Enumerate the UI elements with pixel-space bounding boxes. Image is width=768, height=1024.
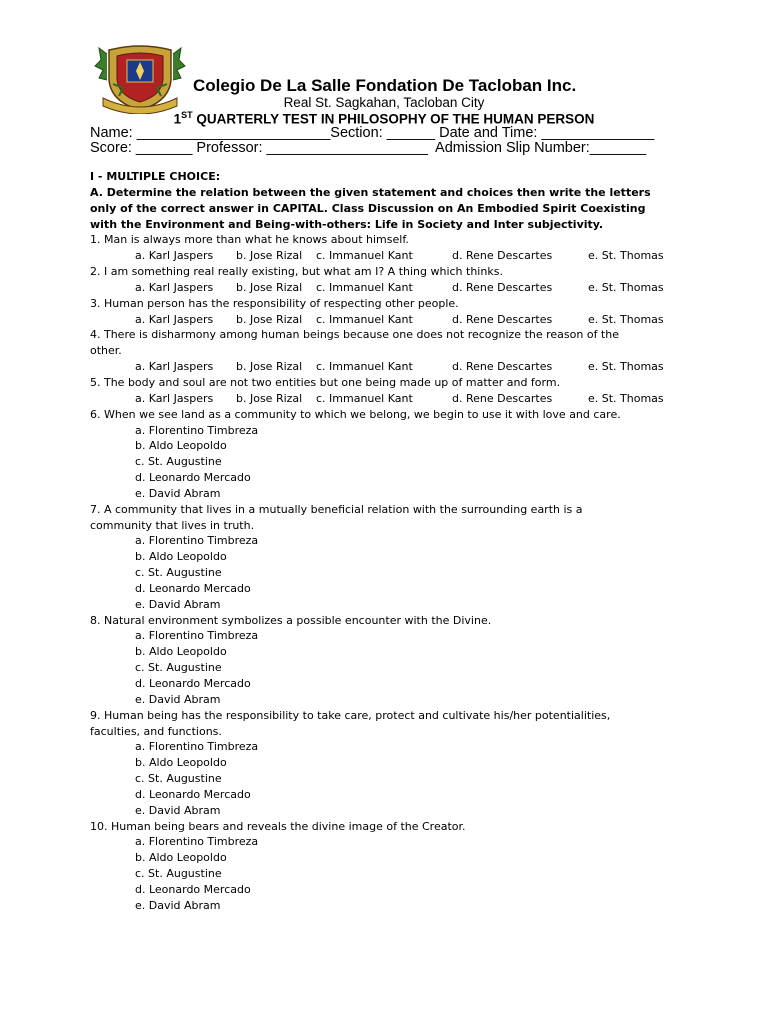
choice: d. Rene Descartes xyxy=(452,312,553,326)
choice-row xyxy=(90,312,690,328)
question-10: 10. Human being bears and reveals the divine image of the Creator. xyxy=(90,819,466,833)
choice: b. Aldo Leopoldo xyxy=(135,439,227,453)
choice: e. David Abram xyxy=(135,692,221,706)
choice: c. St. Augustine xyxy=(135,772,222,786)
choice: d. Leonardo Mercado xyxy=(135,471,251,485)
question-7-cont: community that lives in truth. xyxy=(90,518,255,532)
choice: e. David Abram xyxy=(135,597,221,611)
instruction-line: A. Determine the relation between the given statement and choices then write the letters xyxy=(90,185,651,199)
choice: c. Immanuel Kant xyxy=(316,312,413,326)
choice: e. David Abram xyxy=(135,486,221,500)
choice: d. Leonardo Mercado xyxy=(135,787,251,801)
choice-row xyxy=(90,391,690,407)
choice: a. Florentino Timbreza xyxy=(135,629,259,643)
choice: e. David Abram xyxy=(135,803,221,817)
school-name: Colegio De La Salle Fondation De Tacloban Inc. xyxy=(193,76,577,95)
choice: a. Karl Jaspers xyxy=(135,360,214,374)
choice: b. Jose Rizal xyxy=(236,249,303,263)
choice: e. St. Thomas xyxy=(588,360,664,374)
choice: d. Rene Descartes xyxy=(452,391,553,405)
test-title: 1ST QUARTERLY TEST IN PHILOSOPHY OF THE HUMAN PERSON xyxy=(173,110,595,127)
choice: a. Florentino Timbreza xyxy=(135,740,259,754)
choice: c. St. Augustine xyxy=(135,455,222,469)
choice: a. Florentino Timbreza xyxy=(135,835,259,849)
choice: d. Rene Descartes xyxy=(452,280,553,294)
choice: b. Jose Rizal xyxy=(236,360,303,374)
choice: c. St. Augustine xyxy=(135,661,222,675)
choice: e. St. Thomas xyxy=(588,280,664,294)
question-6: 6. When we see land as a community to which we belong, we begin to use it with love and care. xyxy=(90,407,621,421)
choice: b. Jose Rizal xyxy=(236,312,303,326)
instruction-line: with the Environment and Being-with-others: Life in Society and Inter subjectivity. xyxy=(90,217,604,231)
choice: a. Florentino Timbreza xyxy=(135,423,259,437)
choice: b. Aldo Leopoldo xyxy=(135,550,227,564)
choice: c. Immanuel Kant xyxy=(316,280,413,294)
choice: d. Rene Descartes xyxy=(452,249,553,263)
question-4: 4. There is disharmony among human beings because one does not recognize the reason of the xyxy=(90,328,619,342)
choice: b. Jose Rizal xyxy=(236,391,303,405)
question-7: 7. A community that lives in a mutually beneficial relation with the surrounding earth is a xyxy=(90,502,583,516)
choice-row xyxy=(90,280,690,296)
question-5: 5. The body and soul are not two entities but one being made up of matter and form. xyxy=(90,375,561,389)
choice-row xyxy=(90,359,690,375)
choice: d. Leonardo Mercado xyxy=(135,882,251,896)
choice: b. Jose Rizal xyxy=(236,280,303,294)
question-8: 8. Natural environment symbolizes a possible encounter with the Divine. xyxy=(90,613,492,627)
school-address: Real St. Sagkahan, Tacloban City xyxy=(283,95,485,110)
test-body xyxy=(90,169,690,914)
choice: d. Rene Descartes xyxy=(452,360,553,374)
choice: b. Aldo Leopoldo xyxy=(135,851,227,865)
choice: e. St. Thomas xyxy=(588,391,664,405)
question-3: 3. Human person has the responsibility of respecting other people. xyxy=(90,296,459,310)
section-heading: I - MULTIPLE CHOICE: xyxy=(90,170,221,183)
name-section-date-line: Name: ________________________Section: ______ Date and Time: ______________ xyxy=(90,125,655,141)
score-professor-slip-line: Score: _______ Professor: ____________________ Admission Slip Number:_______ xyxy=(90,140,647,156)
instruction-line: only of the correct answer in CAPITAL. Class Discussion on An Embodied Spirit Coexisting xyxy=(90,201,646,215)
question-9: 9. Human being has the responsibility to take care, protect and cultivate his/her potentialities, xyxy=(90,708,611,722)
choice: a. Florentino Timbreza xyxy=(135,534,259,548)
choice: a. Karl Jaspers xyxy=(135,312,214,326)
choice: b. Aldo Leopoldo xyxy=(135,645,227,659)
choice: a. Karl Jaspers xyxy=(135,280,214,294)
choice: e. St. Thomas xyxy=(588,312,664,326)
choice: e. David Abram xyxy=(135,898,221,912)
choice: c. Immanuel Kant xyxy=(316,360,413,374)
question-2: 2. I am something real really existing, but what am I? A thing which thinks. xyxy=(90,265,503,279)
choice: e. St. Thomas xyxy=(588,249,664,263)
choice: a. Karl Jaspers xyxy=(135,391,214,405)
choice: c. St. Augustine xyxy=(135,566,222,580)
choice: a. Karl Jaspers xyxy=(135,249,214,263)
choice: c. Immanuel Kant xyxy=(316,391,413,405)
choice: b. Aldo Leopoldo xyxy=(135,756,227,770)
question-4-cont: other. xyxy=(90,344,122,358)
choice: c. Immanuel Kant xyxy=(316,249,413,263)
choice: c. St. Augustine xyxy=(135,867,222,881)
choice: d. Leonardo Mercado xyxy=(135,677,251,690)
question-9-cont: faculties, and functions. xyxy=(90,724,222,738)
choice-row xyxy=(90,248,690,264)
question-1: 1. Man is always more than what he knows about himself. xyxy=(90,233,409,247)
choice: d. Leonardo Mercado xyxy=(135,581,251,595)
